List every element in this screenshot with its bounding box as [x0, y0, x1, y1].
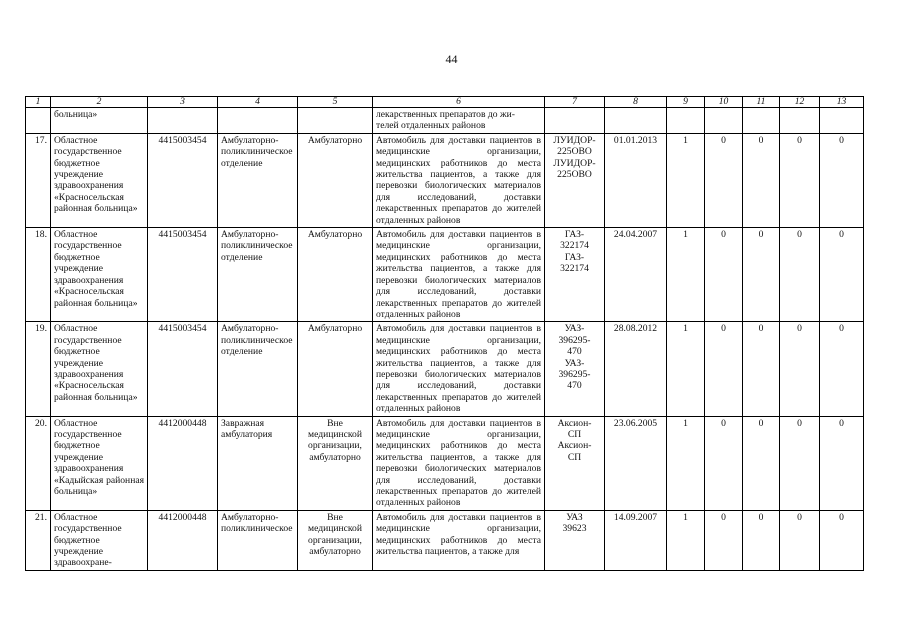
column-header-9: 9	[667, 97, 705, 108]
col-9-value: 1	[667, 228, 705, 322]
col-11-value: 0	[743, 322, 780, 416]
organization-name: Областное государственное бюджетное учреждение здравоохранения «Красносельская районная больница»	[51, 133, 148, 227]
row-number: 21.	[26, 510, 51, 570]
column-header-4: 4	[218, 97, 298, 108]
table-row	[26, 133, 864, 227]
organization-name: Областное государственное бюджетное учреждение здравоохране-	[51, 510, 148, 570]
col-12-value: 0	[780, 322, 820, 416]
row-number: 19.	[26, 322, 51, 416]
col-12-value: 0	[780, 133, 820, 227]
date: 14.09.2007	[605, 510, 667, 570]
table-row	[26, 416, 864, 510]
care-mode: Амбулаторно	[298, 133, 373, 227]
column-header-13: 13	[820, 97, 864, 108]
col-11-value: 0	[743, 510, 780, 570]
col-9-value: 1	[667, 322, 705, 416]
column-header-2: 2	[51, 97, 148, 108]
row-number: 18.	[26, 228, 51, 322]
care-mode: Вне медицинской организации, амбулаторно	[298, 510, 373, 570]
unit-name: Амбулаторно-поликлиническое отделение	[218, 322, 298, 416]
organization-name: Областное государственное бюджетное учреждение здравоохранения «Кадыйская районная больница»	[51, 416, 148, 510]
inn: 4412000448	[148, 416, 218, 510]
col-13-value: 0	[820, 416, 864, 510]
care-mode: Амбулаторно	[298, 322, 373, 416]
table-row	[26, 228, 864, 322]
col-11-value: 0	[743, 416, 780, 510]
column-header-3: 3	[148, 97, 218, 108]
date: 28.08.2012	[605, 322, 667, 416]
inn: 4415003454	[148, 228, 218, 322]
vehicle-model: УАЗ- 396295- 470 УАЗ- 396295- 470	[545, 322, 605, 416]
table-row	[26, 322, 864, 416]
vehicle-model: ГАЗ- 322174 ГАЗ- 322174	[545, 228, 605, 322]
col-10-value: 0	[705, 133, 743, 227]
col-9-value: 1	[667, 416, 705, 510]
continuation-row	[26, 108, 864, 134]
vehicle-purpose: Автомобиль для доставки пациентов в медицинские организации, медицинских работников до места жительства пациентов, а также для	[373, 510, 545, 570]
col-13-value: 0	[820, 228, 864, 322]
continuation-name: больница»	[51, 108, 148, 134]
care-mode: Амбулаторно	[298, 228, 373, 322]
column-number-header-row	[26, 97, 864, 108]
organization-name: Областное государственное бюджетное учреждение здравоохранения «Красносельская районная больница»	[51, 228, 148, 322]
col-10-value: 0	[705, 322, 743, 416]
column-header-1: 1	[26, 97, 51, 108]
vehicle-model: ЛУИДОР- 225ОВО ЛУИДОР- 225ОВО	[545, 133, 605, 227]
page-number: 44	[445, 52, 458, 66]
row-number: 17.	[26, 133, 51, 227]
date: 23.06.2005	[605, 416, 667, 510]
vehicle-purpose: Автомобиль для доставки пациентов в медицинские организации, медицинских работников до места жительства пациентов, а также для перевозки биологических материалов для исследований, доставки лекарственных препаратов до жителей отдаленных районов	[373, 416, 545, 510]
col-11-value: 0	[743, 228, 780, 322]
column-header-7: 7	[545, 97, 605, 108]
unit-name: Амбулаторно-поликлиническое	[218, 510, 298, 570]
column-header-12: 12	[780, 97, 820, 108]
organization-name: Областное государственное бюджетное учреждение здравоохранения «Красносельская районная больница»	[51, 322, 148, 416]
column-header-5: 5	[298, 97, 373, 108]
unit-name: Амбулаторно-поликлиническое отделение	[218, 228, 298, 322]
vehicle-model: УАЗ 39623	[545, 510, 605, 570]
col-10-value: 0	[705, 228, 743, 322]
vehicle-model: Аксион- СП Аксион- СП	[545, 416, 605, 510]
inn: 4412000448	[148, 510, 218, 570]
inn: 4415003454	[148, 322, 218, 416]
table-row	[26, 510, 864, 570]
column-header-8: 8	[605, 97, 667, 108]
column-header-11: 11	[743, 97, 780, 108]
column-header-10: 10	[705, 97, 743, 108]
col-10-value: 0	[705, 510, 743, 570]
vehicle-purpose: Автомобиль для доставки пациентов в медицинские организации, медицинских работников до места жительства пациентов, а также для перевозки биологических материалов для исследований, доставки лекарственных препаратов до жителей отдаленных районов	[373, 133, 545, 227]
continuation-purpose: лекарственных препаратов до жи- телей отдаленных районов	[373, 108, 545, 134]
col-13-value: 0	[820, 133, 864, 227]
row-number: 20.	[26, 416, 51, 510]
date: 24.04.2007	[605, 228, 667, 322]
col-11-value: 0	[743, 133, 780, 227]
col-13-value: 0	[820, 510, 864, 570]
unit-name: Завражная амбулатория	[218, 416, 298, 510]
column-header-6: 6	[373, 97, 545, 108]
col-12-value: 0	[780, 416, 820, 510]
col-12-value: 0	[780, 510, 820, 570]
col-10-value: 0	[705, 416, 743, 510]
date: 01.01.2013	[605, 133, 667, 227]
care-mode: Вне медицинской организации, амбулаторно	[298, 416, 373, 510]
col-12-value: 0	[780, 228, 820, 322]
col-9-value: 1	[667, 133, 705, 227]
inn: 4415003454	[148, 133, 218, 227]
col-9-value: 1	[667, 510, 705, 570]
unit-name: Амбулаторно-поликлиническое отделение	[218, 133, 298, 227]
registry-table	[25, 96, 864, 571]
col-13-value: 0	[820, 322, 864, 416]
vehicle-purpose: Автомобиль для доставки пациентов в медицинские организации, медицинских работников до места жительства пациентов, а также для перевозки биологических материалов для исследований, доставки лекарственных препаратов до жителей отдаленных районов	[373, 228, 545, 322]
vehicle-purpose: Автомобиль для доставки пациентов в медицинские организации, медицинских работников до места жительства пациентов, а также для перевозки биологических материалов для исследований, доставки лекарственных препаратов до жителей отдаленных районов	[373, 322, 545, 416]
